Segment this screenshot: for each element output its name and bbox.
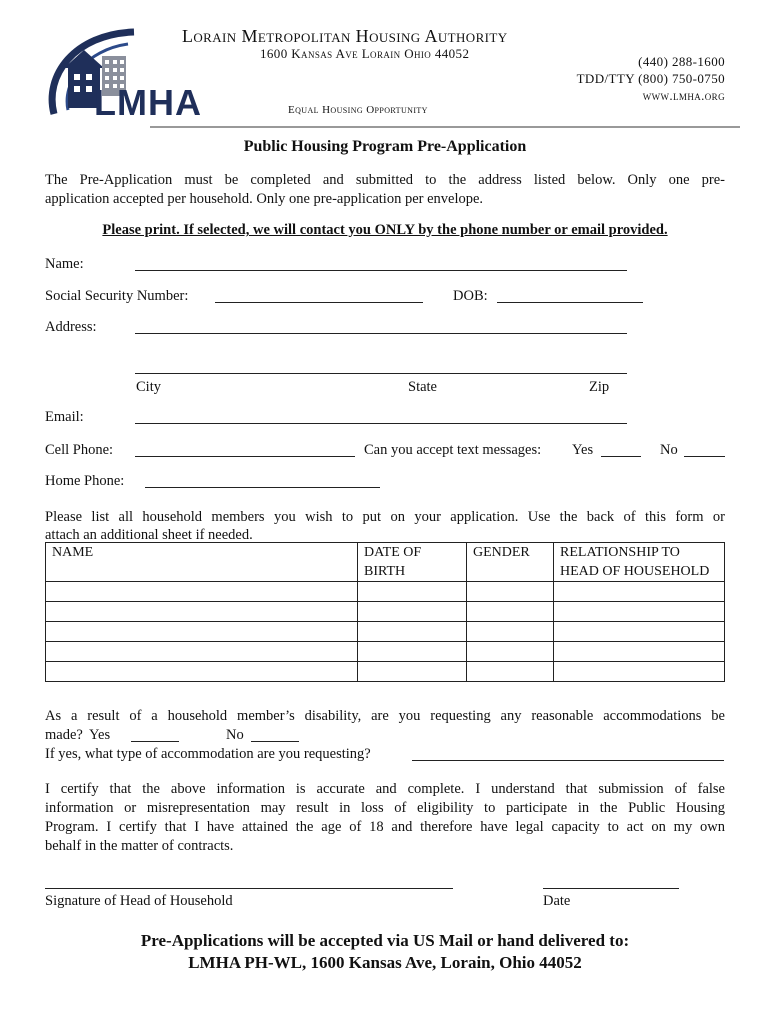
accommodation-question: As a result of a household member’s disability, are you requesting any reasonable accommodations be <box>45 708 725 724</box>
col-header-dob: DATE OF BIRTH <box>358 543 467 582</box>
household-members-table <box>45 542 725 682</box>
dob-label: DOB: <box>453 288 488 304</box>
table-row[interactable] <box>46 602 725 622</box>
accommodation-no-label: No <box>226 727 244 743</box>
certify-line-2: information or misrepresentation may result in loss of eligibility to participate in the Public Housing <box>45 800 725 816</box>
ssn-field[interactable] <box>215 286 423 303</box>
org-tdd: TDD/TTY (800) 750-0750 <box>576 71 725 86</box>
footer-address: LMHA PH-WL, 1600 Kansas Ave, Lorain, Ohio 44052 <box>188 953 582 972</box>
address-line-2-field[interactable] <box>135 357 627 374</box>
ssn-label: Social Security Number: <box>45 288 189 304</box>
date-field[interactable] <box>543 872 679 889</box>
intro-line-1: The Pre-Application must be completed and submitted to the address listed below. Only one pre- <box>45 172 725 188</box>
accommodation-no-field[interactable] <box>251 725 299 742</box>
household-intro-line-2: attach an additional sheet if needed. <box>45 527 253 543</box>
text-message-question: Can you accept text messages: <box>364 442 542 458</box>
logo-text: LMHA <box>94 82 202 123</box>
footer-instructions: Pre-Applications will be accepted via US Mail or hand delivered to: <box>140 931 630 950</box>
col-header-relationship: RELATIONSHIP TO HEAD OF HOUSEHOLD <box>554 543 725 582</box>
text-yes-field[interactable] <box>601 440 641 457</box>
date-label: Date <box>543 893 571 909</box>
text-no-field[interactable] <box>684 440 725 457</box>
accommodation-yes-label: Yes <box>89 727 111 743</box>
certify-line-3: Program. I certify that I have attained the age of 18 and therefore have legal capacity to act on my own <box>45 819 725 835</box>
equal-housing: Equal Housing Opportunity <box>288 104 428 116</box>
address-line-1-field[interactable] <box>135 317 627 334</box>
address-label: Address: <box>45 319 97 335</box>
dob-field[interactable] <box>497 286 643 303</box>
signature-label: Signature of Head of Household <box>45 893 233 909</box>
signature-field[interactable] <box>45 872 453 889</box>
text-no-label: No <box>660 442 678 458</box>
org-name: Lorain Metropolitan Housing Authority <box>182 26 508 46</box>
org-phone: (440) 288-1600 <box>638 54 725 69</box>
state-label: State <box>408 379 437 395</box>
table-row[interactable] <box>46 642 725 662</box>
certify-line-4: behalf in the matter of contracts. <box>45 838 234 854</box>
email-label: Email: <box>45 409 84 425</box>
zip-label: Zip <box>589 379 610 395</box>
intro-line-2: application accepted per household. Only one pre-application per envelope. <box>45 191 484 207</box>
header-divider <box>150 126 740 128</box>
cell-phone-field[interactable] <box>135 440 355 457</box>
text-yes-label: Yes <box>572 442 594 458</box>
table-row[interactable] <box>46 582 725 602</box>
org-website: www.lmha.org <box>642 88 725 103</box>
accommodation-made-label: made? <box>45 727 83 743</box>
contact-notice: Please print. If selected, we will contact you ONLY by the phone number or email provided. <box>102 222 668 238</box>
accommodation-type-field[interactable] <box>412 744 724 761</box>
accommodation-type-label: If yes, what type of accommodation are you requesting? <box>45 746 371 762</box>
name-label: Name: <box>45 256 84 272</box>
table-header-row <box>46 543 725 582</box>
page-title: Public Housing Program Pre-Application <box>243 138 527 155</box>
name-field[interactable] <box>135 254 627 271</box>
household-intro-line-1: Please list all household members you wish to put on your application. Use the back of this form or <box>45 509 725 525</box>
email-field[interactable] <box>135 407 627 424</box>
org-address: 1600 Kansas Ave Lorain Ohio 44052 <box>260 46 470 61</box>
accommodation-yes-field[interactable] <box>131 725 179 742</box>
city-label: City <box>136 379 161 395</box>
col-header-name: NAME <box>46 543 358 582</box>
cell-phone-label: Cell Phone: <box>45 442 114 458</box>
home-phone-field[interactable] <box>145 471 380 488</box>
col-header-gender: GENDER <box>467 543 554 582</box>
table-row[interactable] <box>46 622 725 642</box>
certify-line-1: I certify that the above information is accurate and complete. I understand that submission of false <box>45 781 725 797</box>
home-phone-label: Home Phone: <box>45 473 125 489</box>
table-row[interactable] <box>46 662 725 682</box>
